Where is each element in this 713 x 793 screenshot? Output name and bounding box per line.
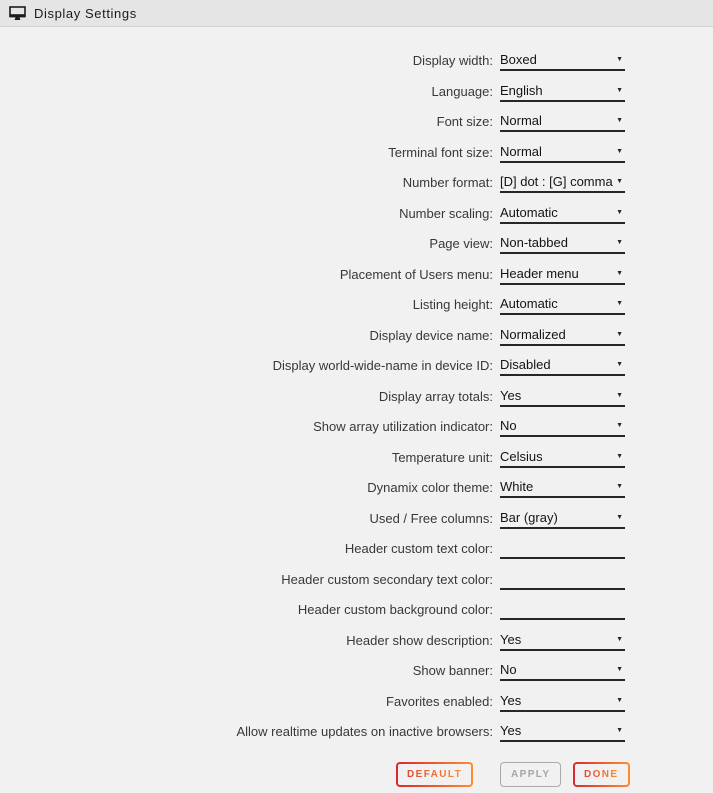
select-used-free-columns[interactable] — [500, 508, 625, 529]
form-row — [0, 565, 713, 596]
form-row — [0, 260, 713, 291]
input-header-background-color[interactable] — [500, 599, 625, 620]
field-label: Display width: — [412, 53, 493, 68]
select-value: No — [500, 662, 517, 677]
select-number-format[interactable] — [500, 172, 625, 193]
field-label: Page view: — [429, 236, 493, 251]
chevron-down-icon: ▼ — [616, 483, 623, 490]
apply-button-label: APPLY — [511, 768, 551, 780]
field-label: Listing height: — [412, 297, 493, 312]
select-value: Header menu — [500, 265, 579, 281]
select-value: Yes — [500, 387, 522, 403]
form-row — [0, 107, 713, 138]
select-value: Bar (gray) — [500, 509, 558, 525]
select-value: Normal — [500, 113, 542, 128]
select-value: Yes — [500, 692, 522, 708]
form-row — [0, 534, 713, 565]
form-row — [0, 443, 713, 474]
form-row — [0, 46, 713, 77]
select-number-scaling[interactable] — [500, 203, 625, 224]
form-row — [0, 626, 713, 657]
chevron-down-icon: ▼ — [616, 330, 623, 338]
select-display-wwn-in-device-id[interactable] — [500, 355, 625, 376]
chevron-down-icon: ▼ — [616, 178, 623, 185]
settings-form — [0, 27, 713, 748]
default-button[interactable] — [396, 762, 473, 787]
field-label: Number format: — [402, 175, 493, 190]
select-listing-height[interactable] — [500, 294, 625, 315]
form-row — [0, 595, 713, 626]
field-label: Header custom background color: — [297, 602, 493, 617]
form-row — [0, 473, 713, 504]
select-font-size[interactable] — [500, 111, 625, 132]
field-label: Terminal font size: — [388, 144, 493, 160]
select-display-width[interactable] — [500, 50, 625, 71]
select-realtime-updates[interactable] — [500, 721, 625, 742]
field-label: Show array utilization indicator: — [313, 419, 493, 434]
done-button-label: DONE — [584, 768, 619, 780]
select-temperature-unit[interactable] — [500, 447, 625, 468]
select-value: No — [500, 418, 517, 433]
select-value: Non-tabbed — [500, 235, 568, 250]
chevron-down-icon: ▼ — [616, 452, 623, 460]
chevron-down-icon: ▼ — [616, 666, 623, 673]
form-row — [0, 77, 713, 108]
input-header-text-color[interactable] — [500, 538, 625, 559]
form-row — [0, 138, 713, 169]
chevron-down-icon: ▼ — [616, 239, 623, 246]
select-value: Boxed — [500, 52, 537, 67]
chevron-down-icon: ▼ — [616, 300, 623, 307]
select-dynamix-color-theme[interactable] — [500, 477, 625, 498]
chevron-down-icon: ▼ — [616, 696, 623, 704]
form-row — [0, 168, 713, 199]
select-value: Yes — [500, 723, 522, 738]
form-row — [0, 504, 713, 535]
select-value: Normal — [500, 143, 542, 159]
select-value: English — [500, 82, 543, 98]
form-row — [0, 199, 713, 230]
field-label: Allow realtime updates on inactive browsers: — [236, 724, 493, 739]
form-row — [0, 229, 713, 260]
field-label: Dynamix color theme: — [367, 480, 493, 495]
button-row — [0, 762, 713, 788]
form-row — [0, 717, 713, 748]
select-users-menu-placement[interactable] — [500, 264, 625, 285]
field-label: Language: — [431, 83, 493, 99]
input-header-secondary-text-color[interactable] — [500, 569, 625, 590]
select-value: White — [500, 479, 534, 494]
chevron-down-icon: ▼ — [616, 513, 623, 521]
default-button-label: DEFAULT — [407, 768, 463, 780]
done-button[interactable] — [573, 762, 630, 787]
chevron-down-icon: ▼ — [616, 147, 623, 155]
field-label: Display world-wide-name in device ID: — [272, 358, 493, 373]
field-label: Display array totals: — [378, 388, 493, 404]
select-value: Normalized — [500, 326, 566, 342]
chevron-down-icon: ▼ — [616, 117, 623, 124]
chevron-down-icon: ▼ — [616, 56, 623, 63]
form-row — [0, 351, 713, 382]
titlebar — [0, 0, 713, 27]
field-label: Header custom secondary text color: — [281, 571, 493, 587]
apply-button[interactable] — [500, 762, 561, 787]
form-row — [0, 412, 713, 443]
field-label: Number scaling: — [399, 205, 493, 221]
field-label: Display device name: — [369, 327, 493, 343]
form-row — [0, 687, 713, 718]
select-value: Automatic — [500, 204, 558, 220]
select-display-array-totals[interactable] — [500, 386, 625, 407]
select-value: Disabled — [500, 357, 551, 372]
form-row — [0, 656, 713, 687]
field-label: Favorites enabled: — [386, 693, 493, 709]
form-row — [0, 382, 713, 413]
select-value: Automatic — [500, 296, 558, 311]
field-label: Header show description: — [346, 632, 493, 648]
form-row — [0, 290, 713, 321]
chevron-down-icon: ▼ — [616, 361, 623, 368]
chevron-down-icon: ▼ — [616, 635, 623, 643]
field-label: Font size: — [436, 114, 493, 129]
chevron-down-icon: ▼ — [616, 208, 623, 216]
select-terminal-font-size[interactable] — [500, 142, 625, 163]
field-label: Placement of Users menu: — [339, 266, 493, 282]
select-header-show-description[interactable] — [500, 630, 625, 651]
select-show-banner[interactable] — [500, 660, 625, 681]
select-display-device-name[interactable] — [500, 325, 625, 346]
field-label: Temperature unit: — [391, 449, 493, 465]
select-page-view[interactable] — [500, 233, 625, 254]
select-value: Celsius — [500, 448, 543, 464]
monitor-icon — [9, 6, 26, 21]
page-title: Display Settings — [34, 5, 137, 21]
select-favorites-enabled[interactable] — [500, 691, 625, 712]
form-row — [0, 321, 713, 352]
field-label: Used / Free columns: — [369, 510, 493, 526]
field-label: Show banner: — [412, 663, 493, 678]
select-value: Yes — [500, 631, 522, 647]
chevron-down-icon: ▼ — [616, 269, 623, 277]
select-language[interactable] — [500, 81, 625, 102]
chevron-down-icon: ▼ — [616, 391, 623, 399]
chevron-down-icon: ▼ — [616, 422, 623, 429]
field-label: Header custom text color: — [344, 541, 493, 556]
select-value: [D] dot : [G] comma — [500, 174, 613, 189]
chevron-down-icon: ▼ — [616, 727, 623, 734]
select-array-utilization-indicator[interactable] — [500, 416, 625, 437]
chevron-down-icon: ▼ — [616, 86, 623, 94]
